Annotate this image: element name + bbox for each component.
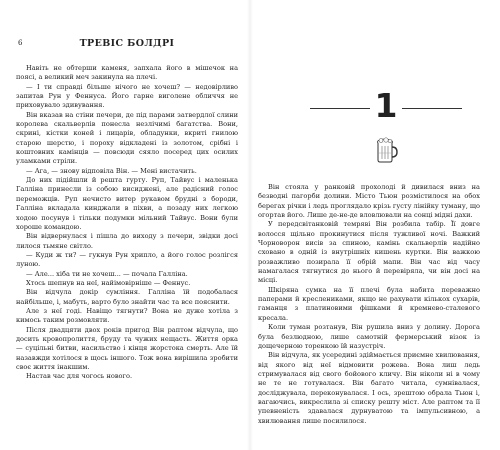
paragraph: — І ти справді більше нічого не хочеш? — недовірливо запитав Рун у Феннуса. Його гарне виголене обличчя не приховувало здивування.	[16, 82, 238, 110]
paragraph: Шкіряна сумка на її плечі була набита переважно паперами й креслениками, якщо не рахувати кількох сухарів, гаманця з платиновими фішками й кремнево-сталевого кресала.	[258, 285, 480, 322]
paragraph: Коли туман розтанув, Він рушила вниз у долину. Дорога була безлюдною, лише самотній фермерський візок із дощечерною торенкою їй назустріч.	[258, 323, 480, 350]
chapter-rule-right	[402, 108, 462, 109]
paragraph: — Ага, — знову відповіла Він. — Мені вистачить.	[26, 166, 197, 175]
page-header	[18, 38, 236, 52]
paragraph: Він відчула докір сумління. Галліна їй подобалася найбільше, і, мабуть, варто було знайти час та все пояснити.	[16, 288, 238, 306]
paragraph: Він вказав на стіни печери, де під парами затвердлої слини королева скальверлів понесла незлічимі багатства. Вони, скрині, кістки коней і лицарів, обладунки, вкриті гнилою старою шерстю, і пороху відкладені із золотом, срібні і коштовних камінців — повсюди сяяло посеред цих осилих уламками стріли.	[16, 110, 238, 166]
right-page-body	[258, 183, 480, 426]
book-gutter	[247, 0, 253, 450]
chapter-rule-left	[310, 108, 370, 109]
paragraph: Навіть не обтерши каменя, запхала його в мішечок на поясі, а великий меч закинула на плечі.	[16, 64, 238, 82]
paragraph: Але з неї годі. Навіщо тягнути? Вона не дуже хотіла з кимось таким розмовляти.	[16, 306, 238, 325]
left-page-body	[16, 64, 238, 382]
paragraph: Він відвернулася і пішла до виходу з печери, звідки досі лилося тьмяне світло.	[16, 232, 238, 250]
paragraph: — Куди ж ти? — гукнув Рун хрипло, а його голос розлігся луною.	[16, 250, 238, 269]
page-number: 6	[18, 39, 23, 47]
paragraph: Настав час для чогось нового.	[26, 372, 133, 381]
paragraph: Він стояла у ранковій прохолоді й дивилася вниз на безводні пагорби долини. Місто Тьюн розмістилося на обох берегах річки і ледь проглядало крізь густу лінійку туману, що огортав його. Лише де-не-де вловлювали на сонці мідні дахи.	[258, 183, 481, 220]
running-head: ТРЕВІС БОЛДРІ	[79, 38, 175, 49]
beer-mug-icon	[376, 137, 398, 163]
chapter-number: 1	[374, 86, 398, 125]
paragraph: До них підійшли й решта гурту. Руп, Тайвус і маленька Галліна принесли із собою висиджені, але радісний голос переможців. Руп нечисто витер рукавом брудні з бороди, Галліна вкладала кинджали в піхви, а позаду них легкою ходою посунув і тільки подумки мільний Тайвус. Вони були хороше командою.	[16, 176, 238, 231]
paragraph: Хтось шепнув на неї, найімовірніше — Феннус.	[26, 278, 191, 287]
paragraph: У передсвітанковій темряві Він розбила табір. Її довге волосся щільно прокинутися після тужливої ночі. Важкий Чорноворон висів за спиною, камінь скальверлів надійно сховано в одній із внутрішніх кишень куртки. Він важкою розважливо позирала її обрій мапи. Він час від часу намагалася тягнутися до нього й перевіряла, чи він досі на місці.	[258, 220, 480, 285]
paragraph: — Але... хіба ти не хочеш... — почала Галліна.	[26, 269, 188, 278]
paragraph: Він відчула, як усередині здіймається приємне хвилювання, від якого від неї відмовити рожева. Вона лиш ледь стримувалася від свого бойового кличу. Він ніколи ні в чому не те не готувалася. Він багато читала, сумнівалася, досліджувала, переконувалася. І ось, зрештою обрала Тьюн і, вагаючись, викреслила зі списку решту міст. Але раптом та її упевненість здавалася дурнуватою та імпульсивною, а хвилювання лише посилилося.	[258, 351, 480, 425]
paragraph: Після двадцяти двох років пригод Він раптом відчула, що досить кровопролиття, бруду та чужих нещасть. Життя орка — суцільні битви, насильство і кінця жорстока смерть. Але їй назавжди хотілося в щось іншого. Тож вона вирішила зробити своє життя інакшим.	[16, 325, 238, 371]
